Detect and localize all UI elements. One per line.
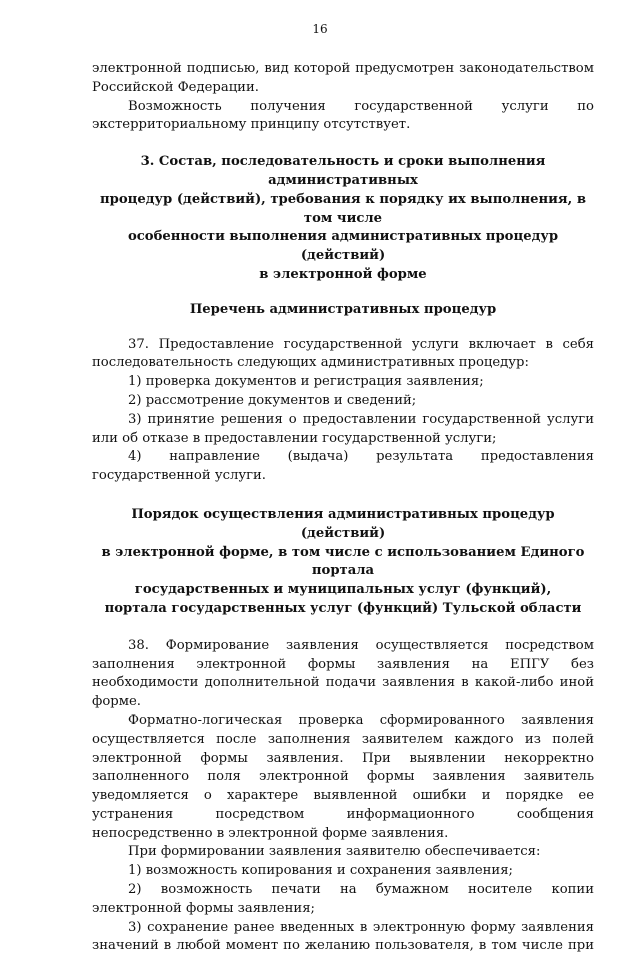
paragraph-37: 37. Предоставление государственной услуги включает в себя последовательность следующих административных процедур: bbox=[92, 336, 594, 371]
procedure-item: 1) проверка документов и регистрация заявления; bbox=[128, 374, 484, 390]
section-3-heading-line: в электронной форме bbox=[259, 266, 427, 282]
procedure-item: 4) направление (выдача) результата предоставления государственной услуги. bbox=[92, 449, 594, 484]
procedure-order-heading-line: государственных и муниципальных услуг (функций), bbox=[134, 582, 552, 598]
format-logic-check-paragraph: Форматно-логическая проверка сформированного заявления осуществляется после заполнения заявителем каждого из полей электронной формы заявления. При выявлении некорректно заполненного поля электронной формы заявления заявитель уведомляется о характере выявленной ошибки и порядке ее устранения посредством информационного сообщения непосредственно в электронной форме заявления. bbox=[92, 712, 594, 841]
paragraph-38: 38. Формирование заявления осуществляется посредством заполнения электронной формы заявления на ЕПГУ без необходимости дополнительной подачи заявления в какой-либо иной форме. bbox=[92, 637, 594, 710]
provision-item: 2) возможность печати на бумажном носителе копии электронной формы заявления; bbox=[92, 882, 594, 916]
procedures-list-subheading: Перечень административных процедур bbox=[189, 301, 497, 317]
section-3-heading-line: особенности выполнения административных процедур (действий) bbox=[127, 229, 559, 264]
procedure-order-heading-line: Порядок осуществления административных процедур (действий) bbox=[131, 506, 555, 541]
provision-item: 3) сохранение ранее введенных в электронную форму заявления значений в любой момент по желанию пользователя, в том числе при bbox=[92, 919, 594, 954]
procedure-item: 3) принятие решения о предоставлении государственной услуги или об отказе в предоставлении государственной услуги; bbox=[92, 411, 594, 446]
section-3-heading-line: 3. Состав, последовательность и сроки выполнения административных bbox=[140, 154, 546, 188]
section-3-heading bbox=[92, 153, 594, 285]
procedure-order-heading-line: портала государственных услуг (функций) Тульской области bbox=[104, 600, 582, 616]
form-provision-paragraph: При формировании заявления заявителю обеспечивается: bbox=[128, 844, 541, 860]
procedure-item: 2) рассмотрение документов и сведений; bbox=[128, 392, 417, 408]
section-3-heading-line: процедур (действий), требования к порядку их выполнения, в том числе bbox=[99, 191, 587, 226]
provision-item: 1) возможность копирования и сохранения заявления; bbox=[128, 863, 513, 879]
intro-paragraph-1: электронной подписью, вид которой предусмотрен законодательством Российской Федерации. bbox=[92, 61, 594, 95]
document-body bbox=[92, 60, 594, 956]
page-number: 16 bbox=[312, 22, 328, 36]
intro-paragraph-2: Возможность получения государственной услуги по экстерриториальному принципу отсутствует. bbox=[92, 98, 594, 133]
procedure-order-heading-line: в электронной форме, в том числе с использованием Единого портала bbox=[101, 544, 585, 579]
procedure-order-heading bbox=[92, 506, 594, 619]
